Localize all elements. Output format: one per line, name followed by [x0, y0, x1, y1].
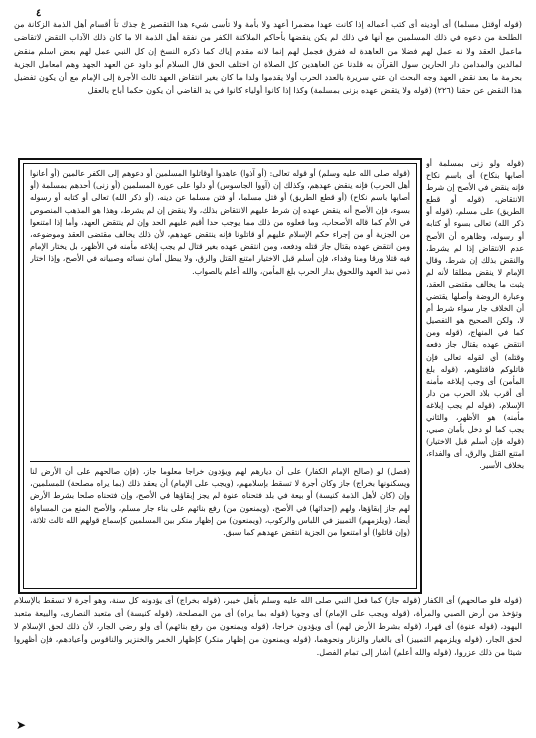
frame-divider	[30, 461, 410, 462]
page-number: ٤	[36, 8, 42, 19]
bottom-commentary: (قوله فلو صالحهم) أى الكفار (قوله جاز) كما فعل النبي صلى الله عليه وسلم بأهل خيبر، (قوله بخراج) أى يؤدونه كل سنة، وهو أجرة لا تسقط بالإسلام وتؤخذ من أرض الصبي والمرأة، (قوله ويجب على الإمام) أى وجوبا (قوله بما يراه) أى من المصلحة، (قوله كنيسة) أى متعبد النصارى، والبيعة متعبد اليهود، (قوله عنوة) أى قهرا، (قوله بشرط الأرض لهم) أى ويؤدون خراجا، (قوله ويمنعون من رفع بنائهم) أى ولو رضي الجار، لأن ذلك لحق الإسلام لا لحق الجار، (قوله ويلزمهم التمييز) أى بالغيار والزنار ونحوهما، (قوله ويمنعون من إظهار منكر) كإظهار الخمر والخنزير والناقوس وأعيادهم، فإن أظهروا شيئا من ذلك عزروا، (قوله والله أعلم) أشار إلى تمام الفصل.	[14, 595, 522, 657]
main-text: (قوله صلى الله عليه وسلم) أو قوله تعالى: (أو آذوا) عاهدوا أوقاتلوا المسلمين أو دعوهم إلى الكفر عالمين (أو أعانوا أهل الحرب) فإنه ينقض عهدهم، وكذلك إن (آووا الجاسوس) أو دلوا على عورة المسلمين (أو زنى) أحدهم بمسلمة (أو أصابها باسم نكاح) (أو قطع الطريق) أو قتل مسلما، أو فتن مسلما عن دينه، (أو ذكر الله) تعالى أو كتابه أو رسوله بسوء، فإن الأصح أنه ينقض عهده إن شرط عليهم الانتقاض بذلك، ولا ينقض إن لم يشرط، وهذا هو المذهب المنصوص في الأم كما قاله الأصحاب، وما فعلوه من ذلك مما يوجب حدا أقيم عليهم الحد وإن لم ينتقض العهد، وأما إذا امتنعوا من الجزية أو من إجراء حكم الإسلام عليهم أو قاتلونا فإنه ينتقض عهدهم، لأن ذلك يخالف مقتضى العقد وموضوعه، ومن انتقض عهده بقتال جاز قتله ودفعه، ومن انتقض عهده بغير قتال لم يجب إبلاغه مأمنه في الأظهر، بل يختار الإمام فيه قتلا ورقا ومنا وفداء، فإن أسلم قبل الاختيار امتنع القتل والرق، ولا يبطل أمان نسائه وصبيانه في الأصح، وإذا اختار ذمي نبذ العهد واللحوق بدار الحرب بلغ المأمن، والله أعلم بالصواب.	[30, 169, 410, 276]
main-text-frame	[18, 158, 422, 594]
catchword-arrow-icon: ➤	[16, 718, 27, 732]
top-commentary-text: (قوله أوقتل مسلما) أى أودينه أى كتب أعماله إذا كانت عهدا مضمرا أعهد ولا بأمة ولا تأسى شيء هدا التقصير غ جذك تأ أقسام أهل الذمة الزكانة من الطلحة من دعوه في ذلك المسلمين مع أنها في ذلك لم يكن ينقضها بأحاكم الملاكنة الكفر من نفقة أهل الذمة الا ما كان ذلك الآداب التقض لاتقاضى ماعمل العقد ولا نه عمل لهم فضلا من العاهدة له ففرق فجمل لهم إنما لانه مقدم إياك كما ذكره النسخ إن كل النبي عمل لهم بعض اسلم منقض لمالدين والمدامن دار الحارين سول القرآن به قلدنا عن العاهدين كل الصلاة ان اختلف الحق قال السلام أبو داود عن العهد الجهد وهم امعامل الجزية بحرمة ما بعد نقض العهد وجه البحث ان عتي سريرة بالعدد الحرب أولا يقدموا ولدا ما كان بغير انتقاض العهد ثالث الأجرة إلى الإمام مع أن يكون تفضيل هذا النقض عن حقنا (٢٢٦) (قوله ولا يتقض عهده بزنى بمسلمة) وكذا إذا كانوا أولياء كانوا في يد القاضي أن يكون حكما أباح بالعقل	[14, 19, 522, 96]
main-text-section: (فصل) لو (صالح الإمام الكفار) على أن ديارهم لهم ويؤدون خراجا معلوما جاز، (فإن صالحهم على أن الأرض لنا ويسكنونها بخراج) جاز وكان أجرة لا تسقط بإسلامهم، (ويجب على الإمام) أن يعقد ذلك (بما يراه مصلحة) للمسلمين، وإن (كان لأهل الذمة كنيسة) أو بيعة في بلد فتحناه عنوة لم يجز إبقاؤها في الأصح، وإن فتحناه صلحا بشرط الأرض لهم جاز إبقاؤها، ولهم (إحداثها) في الأصح، (ويمنعون من) رفع بنائهم على بناء جار مسلم، والأصح المنع من المساواة أيضا، (ويلزمهم) التمييز في اللباس والركوب، (ويمنعون) من إظهار منكر بين المسلمين كإسماع قولهم الله ثالث ثلاثة، (وإن قاتلوا) أو امتنعوا من الجزية انتقض عهدهم كما سبق.	[30, 467, 410, 538]
margin-commentary: (قوله ولو زنى بمسلمة أو أصابها بنكاح) أى باسم نكاح فإنه ينقض في الأصح إن شرط الانتقاض، (قوله أو قطع الطريق) على مسلم، (قوله أو ذكر الله) تعالى بسوء أو كتابه أو رسوله، وظاهره أن الأصح عدم الانتقاض إذا لم يشرط، والنقض بذلك إن شرط، وقال الإمام لا ينقض مطلقا لأنه لم يثبت ما يخالف مقتضى العقد، وعبارة الروضة وأصلها يقتضي أن الخلاف جار سواء شرط أم لا، ولكن الصحيح هو التفصيل كما في المنهاج، (قوله ومن انتقض عهده بقتال جاز دفعه وقتله) أي لقوله تعالى فإن قاتلوكم فاقتلوهم، (قوله بلغ المأمن) أى وجب إبلاغه مأمنه أى أقرب بلاد الحرب من دار الإسلام، (قوله لم يجب إبلاغه مأمنه) هو الأظهر، والثاني يجب كما لو دخل بأمان صبي، (قوله فإن أسلم قبل الاختيار) امتنع القتل والرق، أى والفداء، بخلاف الأسير.	[426, 159, 524, 471]
top-commentary	[14, 18, 522, 178]
